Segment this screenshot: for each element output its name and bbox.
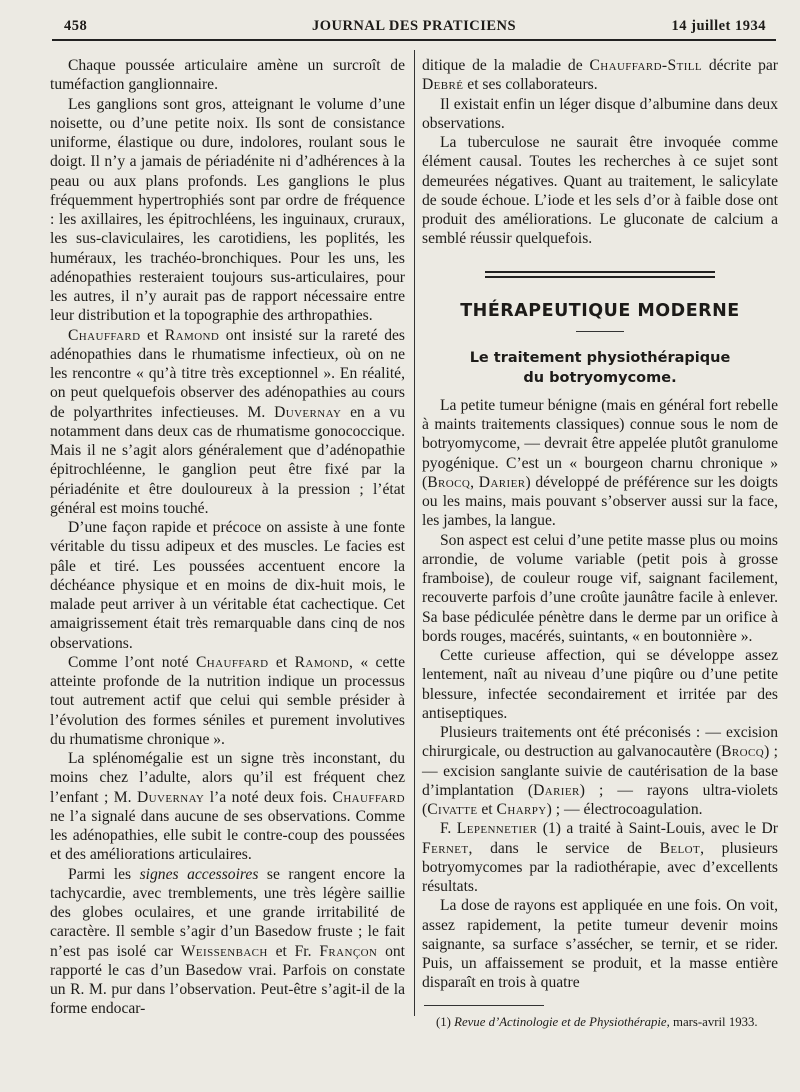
paragraph: Son aspect est celui d’une petite masse plus ou moins arrondie, de volume variable (petit pois à grosse framboise), de couleur rouge vif, saignant facilement, recouverte parfois d’une croûte jaunâtre facile à enlever. Sa base pédiculée pénètre dans le derme par un orifice à bords rouges, macérés, suintants, « en boutonnière ». [422,531,778,645]
section-divider [485,271,715,278]
paragraph: Parmi les signes accessoires se rangent encore la tachycardie, avec tremblements, une très légère saillie des globes oculaires, et une grande irritabilité de caractère. Il semble s’agir d’un Basedow fruste ; le fait n’est pas isolé car Weissenbach et Fr. Françon ont rapporté le cas d’un Basedow vrai. Parfois on constate un R. M. pur dans l’observation. Peut-être s’agit-il de la forme endocar- [50,865,405,1018]
article-title: Le traitement physiothérapique du botryomycome. [469,349,731,386]
paragraph: Cette curieuse affection, qui se développe assez lentement, naît au niveau d’une piqûre ou d’une petite blessure, infectée secondairement et irritée par des antiseptiques. [422,647,778,722]
page-header [52,16,776,38]
paragraph: Comme l’ont noté Chauffard et Ramond, « cette atteinte profonde de la nutrition indique un processus tout autrement actif que celui qui semble présider à l’évolution des formes séniles et purement involutives du rhumatisme chronique ». [50,653,405,748]
right-column [422,56,778,1030]
issue-date: 14 juillet 1934 [671,18,766,34]
paragraph: F. Lepennetier (1) a traité à Saint-Louis, avec le Dr Fernet, dans le service de Belot, plusieurs botryomycomes par la radiothérapie, avec d’excellents résultats. [422,820,778,895]
paragraph: D’une façon rapide et précoce on assiste à une fonte véritable du tissu adipeux et des muscles. Le facies est pâle et tiré. Les poussées accentuent encore la déchéance physique et en moins de dix-huit mois, le malade peut arriver à un véritable état cachectique. Cet amaigrissement était très remarquable dans cinq de nos observations. [50,519,405,652]
paragraph: Chauffard et Ramond ont insisté sur la rareté des adénopathies dans le rhumatisme infectieux, où on ne les rencontre « qu’à titre très exceptionnel ». En réalité, on peut quelquefois observer des adénopathies au cours de polyarthrites infectieuses. M. Duvernay en a vu notamment dans deux cas de rhumatisme gonococcique. Mais il ne s’agit alors généralement que d’adénopathie épitrochléenne, le ganglion peut être fixé par la périadénite et être douloureux à la pression ; l’état général est moins touché. [50,326,405,517]
footnote: (1) Revue d’Actinologie et de Physiothérapie, mars-avril 1933. [436,1014,758,1029]
journal-title: JOURNAL DES PRATICIENS [311,18,517,34]
paragraph: La tuberculose ne saurait être invoquée comme élément causal. Toutes les recherches à ce sujet sont demeurées négatives. Quant au traitement, le salicylate de soude échoue. L’iode et les sels d’or à faible dose ont produit des améliorations. Le gluconate de calcium a semblé réussir quelquefois. [422,134,778,248]
footnote-rule [424,1005,544,1006]
section-title: THÉRAPEUTIQUE MODERNE [460,300,740,321]
paragraph: La splénomégalie est un signe très inconstant, du moins chez l’adulte, alors qu’il est fréquent chez l’enfant ; M. Duvernay l’a noté deux fois. Chauffard ne l’a signalé dans aucune de ses observations. Comme les adénopathies, elle subit le contre-coup des poussées et des améliorations articulaires. [50,750,406,864]
paragraph: Chaque poussée articulaire amène un surcroît de tuméfaction ganglionnaire. [50,57,405,94]
left-column [50,56,405,1019]
paragraph: Il existait enfin un léger disque d’albumine dans deux observations. [422,95,778,132]
section-underline [576,331,624,332]
header-rule [52,39,776,41]
paragraph: Les ganglions sont gros, atteignant le volume d’une noisette, ou d’une petite noix. Ils sont de consistance uniforme, élastique ou dure, indolores, roulant sous le doigt. Il n’y a jamais de périadénite ni d’adhérences à la peau ou aux plans profonds. Les ganglions le plus fréquemment hypertrophiés sont par ordre de fréquence : les axillaires, les épitrochléens, les inguinaux, cruraux, les sus-claviculaires, les carotidiens, les poplités, les huméraux, les trachéo-bronchiques. Pour les uns, les adénopathies resteraient toujours sus-articulaires, pour les autres, il n’y aurait pas de rapport nécessaire entre leur distribution et la topographie des arthropathies. [50,95,405,325]
page-number: 458 [64,18,88,34]
paragraph: ditique de la maladie de Chauffard-Still décrite par Debré et ses collaborateurs. [422,57,778,94]
paragraph: La dose de rayons est appliquée en une fois. On voit, assez rapidement, la petite tumeur devenir moins saignante, sa surface s’assécher, se ternir, et se rider. Puis, un affaissement se produit, et la masse entière disparaît en trois à quatre [422,897,778,992]
paragraph: Plusieurs traitements ont été préconisés : — excision chirurgicale, ou destruction au galvanocautère (Brocq) ; — excision sanglante suivie de cautérisation de la base d’implantation (Darier) ; — rayons ultra-violets (Civatte et Charpy) ; — électrocoagulation. [422,724,778,818]
column-separator [414,50,415,1016]
paragraph: La petite tumeur bénigne (mais en général fort rebelle à maints traitements classiques) connue sous le nom de botryomycome, — devrait être appelée plutôt granulome pyogénique. C’est un « bourgeon charnu chronique » (Brocq, Darier) développé de préférence sur les doigts ou les mains, mais pouvant s’observer aussi sur la face, les jambes, la langue. [422,396,778,530]
